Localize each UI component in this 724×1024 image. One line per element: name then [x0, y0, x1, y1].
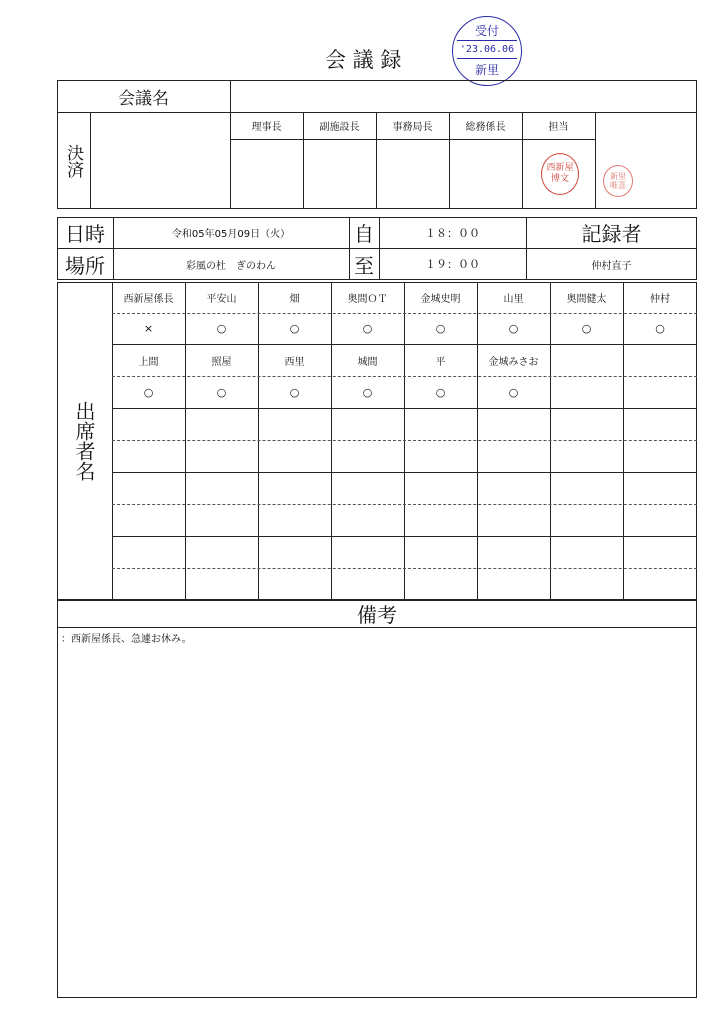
role-general-affairs-chief: 総務係長: [465, 122, 506, 133]
attendance-mark: ○: [362, 322, 373, 335]
attendee-name: 西里: [284, 356, 305, 368]
attendance-mark: [623, 440, 697, 472]
attendance-mark: ○: [508, 385, 519, 399]
datetime-label: 日時: [65, 222, 105, 246]
remarks-text[interactable]: ：西新屋係長、急遽お休み。: [61, 634, 192, 645]
attendee-name: 金城史明: [420, 294, 461, 305]
stamp-date-text: '23.06.06: [459, 44, 515, 55]
recorder-name: 仲村直子: [591, 260, 632, 272]
role-deputy-director: 副施設長: [319, 122, 360, 133]
attendance-mark: ○: [289, 322, 300, 335]
attendance-mark: [550, 376, 623, 408]
attendance-mark: ○: [143, 385, 154, 399]
attendance-mark: ○: [362, 385, 373, 399]
attendance-mark: ○: [435, 322, 446, 335]
attendee-name: [258, 408, 331, 440]
attendance-mark: [623, 376, 697, 408]
attendee-name: 金城みさお: [488, 356, 539, 368]
seal-nishiaragusuku: 西新屋 博文: [541, 153, 579, 195]
role-secretary-general: 事務局長: [392, 122, 433, 133]
meeting-name-value: [231, 80, 696, 112]
attendee-name: [550, 344, 623, 376]
attendee-name: [404, 408, 477, 440]
stamp-bottom-text: 新里: [474, 62, 499, 77]
attendance-mark: ○: [435, 385, 446, 399]
stamp-top-text: 受付: [474, 23, 499, 38]
attendee-name: 西新屋係長: [123, 294, 174, 305]
from-label: 自: [354, 222, 374, 246]
approval-label: 決済: [63, 143, 83, 178]
attendee-name: 奥間健太: [566, 294, 607, 305]
attendee-name: 平: [435, 356, 446, 368]
from-time: １８：００: [425, 226, 480, 240]
meeting-name-label: 会議名: [118, 88, 169, 109]
attendance-mark: ○: [581, 322, 592, 335]
attendee-name: [623, 344, 697, 376]
recorder-label: 記録者: [581, 222, 642, 246]
attendance-mark: ○: [216, 385, 227, 399]
attendee-name: [185, 408, 258, 440]
attendance-mark: ○: [216, 322, 227, 335]
attendance-mark: ○: [289, 385, 300, 399]
attendee-name: 畑: [289, 294, 300, 305]
attendee-name: [112, 408, 185, 440]
role-in-charge: 担当: [548, 122, 569, 133]
attendee-name: 仲村: [650, 294, 670, 305]
to-time: １９：００: [425, 258, 480, 271]
attendee-name: [331, 408, 404, 440]
attendee-name: 照屋: [211, 356, 232, 368]
attendee-name: [550, 408, 623, 440]
attendee-name: 平安山: [206, 294, 237, 305]
role-chairman: 理事長: [251, 122, 282, 133]
seal-arasato: 新里 唯喜: [603, 165, 633, 197]
attendee-name: [477, 408, 550, 440]
attendance-mark: [258, 440, 331, 472]
place-value: 彩風の杜 ぎのわん: [186, 260, 276, 272]
attendance-mark: ○: [655, 322, 665, 335]
remarks-section: [57, 600, 697, 998]
attendance-mark: [185, 440, 258, 472]
page-title: 会 議 録: [325, 48, 402, 72]
to-label: 至: [354, 253, 374, 278]
attendance-mark: [112, 440, 185, 472]
attendee-name: 奥間ＯＴ: [347, 294, 388, 305]
attendance-mark: [550, 440, 623, 472]
attendance-mark: ○: [508, 322, 519, 335]
attendance-mark: ×: [143, 322, 154, 335]
attendance-mark: [404, 440, 477, 472]
remarks-label: 備考: [357, 603, 397, 627]
attendees-label: 出席者名: [72, 401, 96, 481]
datetime-value: 令和05年05月09日（火）: [171, 229, 291, 240]
received-stamp: [452, 16, 522, 86]
attendance-mark: [331, 440, 404, 472]
attendee-name: 城間: [357, 356, 378, 368]
attendee-name: 山里: [503, 294, 524, 305]
attendee-name: [623, 408, 697, 440]
attendee-name: 上間: [138, 356, 159, 368]
place-label: 場所: [65, 253, 105, 278]
attendance-mark: [477, 440, 550, 472]
